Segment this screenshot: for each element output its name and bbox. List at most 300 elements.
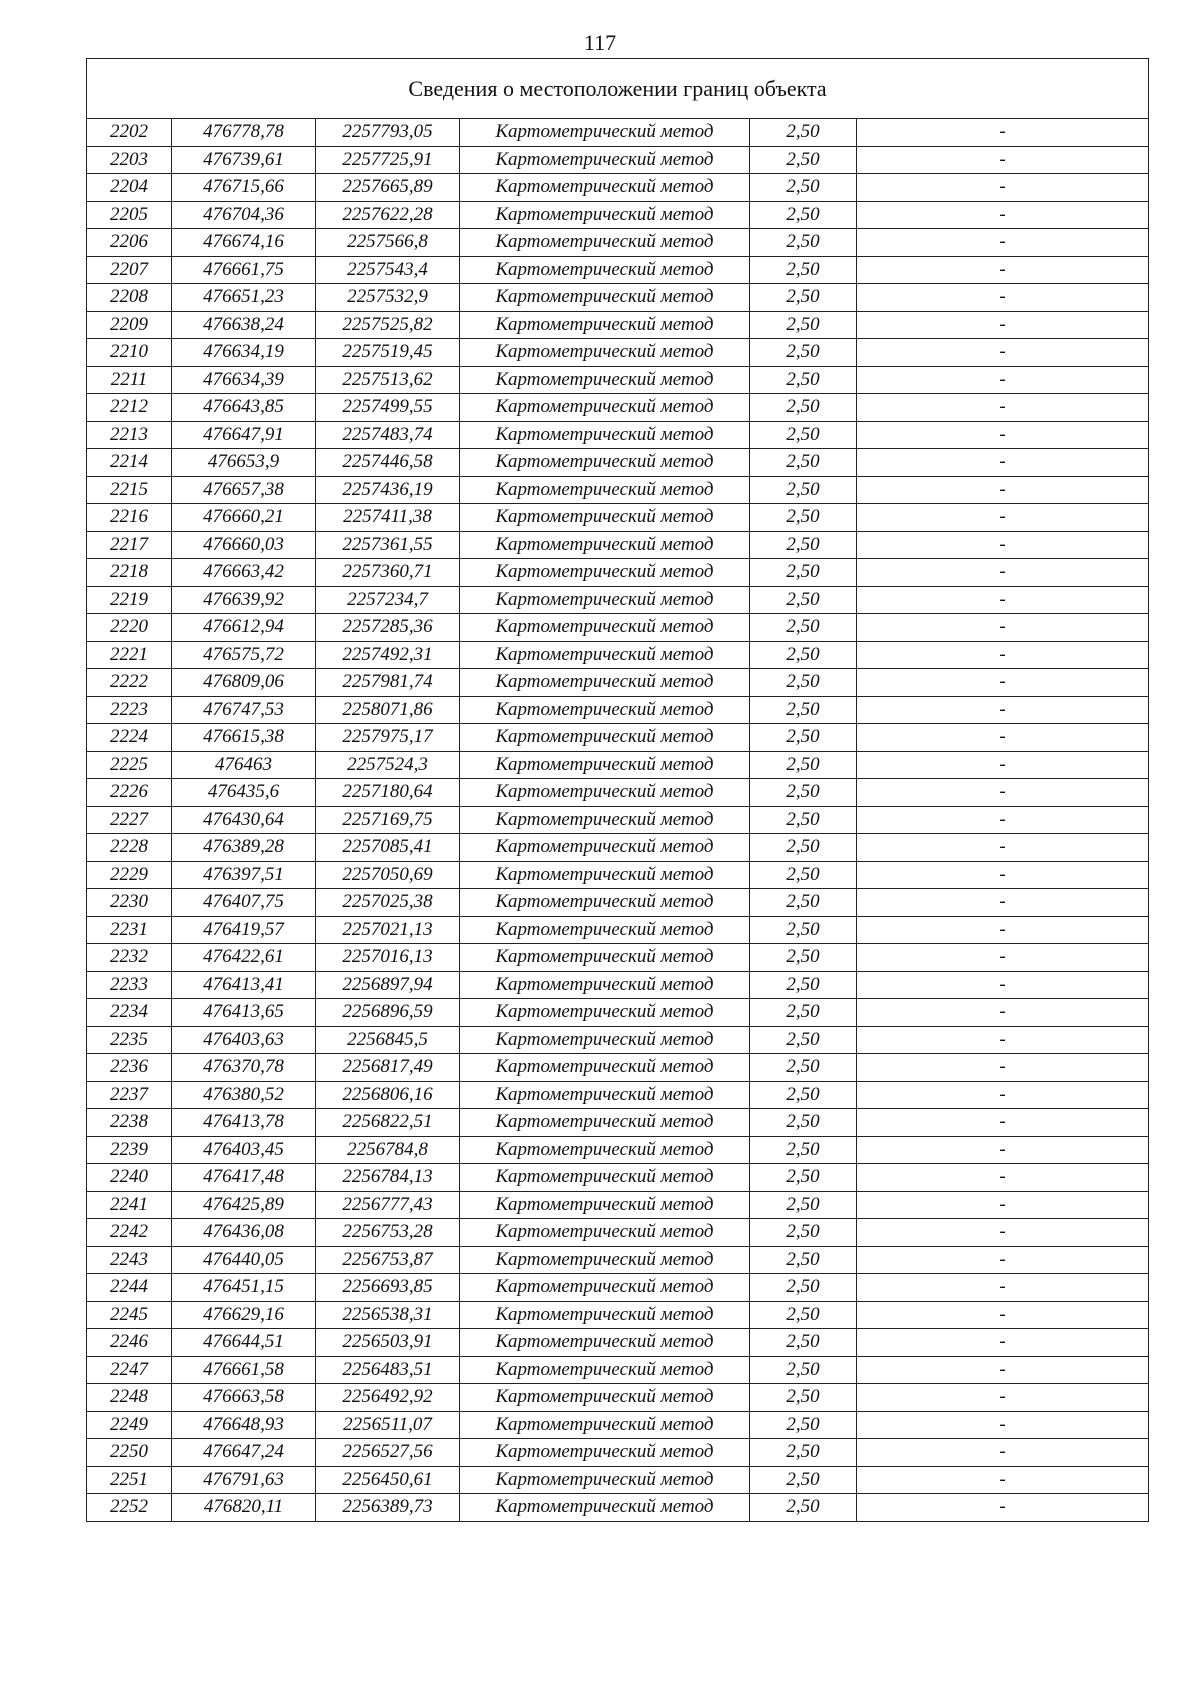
table-row — [87, 1384, 1149, 1412]
x-coordinate-cell: 476422,61 — [172, 944, 316, 972]
point-number-cell: 2242 — [87, 1219, 172, 1247]
x-coordinate-cell: 476413,65 — [172, 999, 316, 1027]
y-coordinate-cell: 2257513,62 — [316, 366, 460, 394]
method-cell: Картометрический метод — [460, 1274, 750, 1302]
x-coordinate-cell: 476651,23 — [172, 284, 316, 312]
method-cell: Картометрический метод — [460, 559, 750, 587]
method-cell: Картометрический метод — [460, 1219, 750, 1247]
point-number-cell: 2212 — [87, 394, 172, 422]
point-number-cell: 2219 — [87, 586, 172, 614]
method-cell: Картометрический метод — [460, 1026, 750, 1054]
description-cell: - — [857, 861, 1149, 889]
description-cell: - — [857, 1026, 1149, 1054]
table-row — [87, 366, 1149, 394]
method-cell: Картометрический метод — [460, 586, 750, 614]
accuracy-cell: 2,50 — [750, 119, 857, 147]
y-coordinate-cell: 2257725,91 — [316, 146, 460, 174]
point-number-cell: 2232 — [87, 944, 172, 972]
accuracy-cell: 2,50 — [750, 229, 857, 257]
method-cell: Картометрический метод — [460, 1439, 750, 1467]
method-cell: Картометрический метод — [460, 174, 750, 202]
x-coordinate-cell: 476747,53 — [172, 696, 316, 724]
x-coordinate-cell: 476403,63 — [172, 1026, 316, 1054]
x-coordinate-cell: 476663,58 — [172, 1384, 316, 1412]
point-number-cell: 2246 — [87, 1329, 172, 1357]
method-cell: Картометрический метод — [460, 669, 750, 697]
y-coordinate-cell: 2257436,19 — [316, 476, 460, 504]
accuracy-cell: 2,50 — [750, 1081, 857, 1109]
point-number-cell: 2224 — [87, 724, 172, 752]
accuracy-cell: 2,50 — [750, 916, 857, 944]
table-row — [87, 641, 1149, 669]
description-cell: - — [857, 531, 1149, 559]
table-row — [87, 1466, 1149, 1494]
accuracy-cell: 2,50 — [750, 1109, 857, 1137]
point-number-cell: 2227 — [87, 806, 172, 834]
accuracy-cell: 2,50 — [750, 449, 857, 477]
point-number-cell: 2211 — [87, 366, 172, 394]
y-coordinate-cell: 2257025,38 — [316, 889, 460, 917]
method-cell: Картометрический метод — [460, 971, 750, 999]
accuracy-cell: 2,50 — [750, 311, 857, 339]
method-cell: Картометрический метод — [460, 1164, 750, 1192]
y-coordinate-cell: 2257532,9 — [316, 284, 460, 312]
x-coordinate-cell: 476419,57 — [172, 916, 316, 944]
method-cell: Картометрический метод — [460, 476, 750, 504]
method-cell: Картометрический метод — [460, 284, 750, 312]
y-coordinate-cell: 2256822,51 — [316, 1109, 460, 1137]
point-number-cell: 2234 — [87, 999, 172, 1027]
point-number-cell: 2231 — [87, 916, 172, 944]
method-cell: Картометрический метод — [460, 256, 750, 284]
y-coordinate-cell: 2256784,8 — [316, 1136, 460, 1164]
point-number-cell: 2209 — [87, 311, 172, 339]
y-coordinate-cell: 2257519,45 — [316, 339, 460, 367]
accuracy-cell: 2,50 — [750, 724, 857, 752]
point-number-cell: 2244 — [87, 1274, 172, 1302]
y-coordinate-cell: 2256806,16 — [316, 1081, 460, 1109]
description-cell: - — [857, 889, 1149, 917]
x-coordinate-cell: 476435,6 — [172, 779, 316, 807]
table-row — [87, 779, 1149, 807]
table-row — [87, 1301, 1149, 1329]
method-cell: Картометрический метод — [460, 1411, 750, 1439]
description-cell: - — [857, 394, 1149, 422]
method-cell: Картометрический метод — [460, 641, 750, 669]
table-title: Сведения о местоположении границ объекта — [87, 59, 1149, 119]
description-cell: - — [857, 174, 1149, 202]
description-cell: - — [857, 1191, 1149, 1219]
x-coordinate-cell: 476674,16 — [172, 229, 316, 257]
y-coordinate-cell: 2257234,7 — [316, 586, 460, 614]
point-number-cell: 2250 — [87, 1439, 172, 1467]
description-cell: - — [857, 1439, 1149, 1467]
x-coordinate-cell: 476739,61 — [172, 146, 316, 174]
method-cell: Картометрический метод — [460, 311, 750, 339]
description-cell: - — [857, 916, 1149, 944]
method-cell: Картометрический метод — [460, 1191, 750, 1219]
x-coordinate-cell: 476413,78 — [172, 1109, 316, 1137]
y-coordinate-cell: 2256693,85 — [316, 1274, 460, 1302]
x-coordinate-cell: 476389,28 — [172, 834, 316, 862]
description-cell: - — [857, 256, 1149, 284]
table-row — [87, 834, 1149, 862]
point-number-cell: 2249 — [87, 1411, 172, 1439]
y-coordinate-cell: 2257446,58 — [316, 449, 460, 477]
description-cell: - — [857, 751, 1149, 779]
x-coordinate-cell: 476612,94 — [172, 614, 316, 642]
table-row — [87, 311, 1149, 339]
point-number-cell: 2252 — [87, 1494, 172, 1522]
y-coordinate-cell: 2256492,92 — [316, 1384, 460, 1412]
y-coordinate-cell: 2256897,94 — [316, 971, 460, 999]
point-number-cell: 2223 — [87, 696, 172, 724]
table-row — [87, 119, 1149, 147]
point-number-cell: 2210 — [87, 339, 172, 367]
table-row — [87, 1054, 1149, 1082]
method-cell: Картометрический метод — [460, 889, 750, 917]
method-cell: Картометрический метод — [460, 449, 750, 477]
description-cell: - — [857, 1329, 1149, 1357]
description-cell: - — [857, 614, 1149, 642]
description-cell: - — [857, 1136, 1149, 1164]
x-coordinate-cell: 476661,75 — [172, 256, 316, 284]
x-coordinate-cell: 476647,91 — [172, 421, 316, 449]
table-row — [87, 201, 1149, 229]
table-row — [87, 916, 1149, 944]
table-row — [87, 146, 1149, 174]
description-cell: - — [857, 806, 1149, 834]
table-row — [87, 421, 1149, 449]
description-cell: - — [857, 724, 1149, 752]
method-cell: Картометрический метод — [460, 1384, 750, 1412]
table-row — [87, 1274, 1149, 1302]
description-cell: - — [857, 366, 1149, 394]
point-number-cell: 2208 — [87, 284, 172, 312]
point-number-cell: 2230 — [87, 889, 172, 917]
table-row — [87, 1356, 1149, 1384]
description-cell: - — [857, 669, 1149, 697]
description-cell: - — [857, 284, 1149, 312]
accuracy-cell: 2,50 — [750, 174, 857, 202]
y-coordinate-cell: 2257525,82 — [316, 311, 460, 339]
x-coordinate-cell: 476397,51 — [172, 861, 316, 889]
x-coordinate-cell: 476657,38 — [172, 476, 316, 504]
method-cell: Картометрический метод — [460, 751, 750, 779]
accuracy-cell: 2,50 — [750, 146, 857, 174]
y-coordinate-cell: 2256389,73 — [316, 1494, 460, 1522]
x-coordinate-cell: 476575,72 — [172, 641, 316, 669]
method-cell: Картометрический метод — [460, 779, 750, 807]
point-number-cell: 2235 — [87, 1026, 172, 1054]
point-number-cell: 2206 — [87, 229, 172, 257]
description-cell: - — [857, 971, 1149, 999]
page-number: 117 — [583, 30, 617, 55]
accuracy-cell: 2,50 — [750, 641, 857, 669]
description-cell: - — [857, 696, 1149, 724]
point-number-cell: 2226 — [87, 779, 172, 807]
table-body — [87, 119, 1149, 1522]
point-number-cell: 2216 — [87, 504, 172, 532]
description-cell: - — [857, 449, 1149, 477]
description-cell: - — [857, 229, 1149, 257]
table-row — [87, 449, 1149, 477]
description-cell: - — [857, 504, 1149, 532]
accuracy-cell: 2,50 — [750, 1384, 857, 1412]
x-coordinate-cell: 476407,75 — [172, 889, 316, 917]
method-cell: Картометрический метод — [460, 1466, 750, 1494]
accuracy-cell: 2,50 — [750, 1439, 857, 1467]
table-row — [87, 1329, 1149, 1357]
table-row — [87, 614, 1149, 642]
accuracy-cell: 2,50 — [750, 1356, 857, 1384]
x-coordinate-cell: 476638,24 — [172, 311, 316, 339]
x-coordinate-cell: 476417,48 — [172, 1164, 316, 1192]
y-coordinate-cell: 2256845,5 — [316, 1026, 460, 1054]
y-coordinate-cell: 2257665,89 — [316, 174, 460, 202]
table-title-row — [87, 59, 1149, 119]
accuracy-cell: 2,50 — [750, 559, 857, 587]
point-number-cell: 2238 — [87, 1109, 172, 1137]
accuracy-cell: 2,50 — [750, 476, 857, 504]
table-row — [87, 1411, 1149, 1439]
method-cell: Картометрический метод — [460, 421, 750, 449]
point-number-cell: 2248 — [87, 1384, 172, 1412]
table-row — [87, 229, 1149, 257]
description-cell: - — [857, 311, 1149, 339]
method-cell: Картометрический метод — [460, 696, 750, 724]
y-coordinate-cell: 2256753,28 — [316, 1219, 460, 1247]
point-number-cell: 2213 — [87, 421, 172, 449]
table-row — [87, 669, 1149, 697]
x-coordinate-cell: 476629,16 — [172, 1301, 316, 1329]
accuracy-cell: 2,50 — [750, 504, 857, 532]
accuracy-cell: 2,50 — [750, 1136, 857, 1164]
table-row — [87, 531, 1149, 559]
description-cell: - — [857, 421, 1149, 449]
point-number-cell: 2204 — [87, 174, 172, 202]
description-cell: - — [857, 339, 1149, 367]
table-row — [87, 586, 1149, 614]
description-cell: - — [857, 586, 1149, 614]
x-coordinate-cell: 476715,66 — [172, 174, 316, 202]
table-row — [87, 1109, 1149, 1137]
table-row — [87, 971, 1149, 999]
y-coordinate-cell: 2257499,55 — [316, 394, 460, 422]
x-coordinate-cell: 476425,89 — [172, 1191, 316, 1219]
table-row — [87, 999, 1149, 1027]
accuracy-cell: 2,50 — [750, 1274, 857, 1302]
x-coordinate-cell: 476634,39 — [172, 366, 316, 394]
accuracy-cell: 2,50 — [750, 1329, 857, 1357]
table-row — [87, 861, 1149, 889]
point-number-cell: 2202 — [87, 119, 172, 147]
table-row — [87, 256, 1149, 284]
point-number-cell: 2236 — [87, 1054, 172, 1082]
y-coordinate-cell: 2257021,13 — [316, 916, 460, 944]
method-cell: Картометрический метод — [460, 1494, 750, 1522]
description-cell: - — [857, 779, 1149, 807]
point-number-cell: 2243 — [87, 1246, 172, 1274]
y-coordinate-cell: 2257169,75 — [316, 806, 460, 834]
method-cell: Картометрический метод — [460, 724, 750, 752]
accuracy-cell: 2,50 — [750, 531, 857, 559]
description-cell: - — [857, 119, 1149, 147]
description-cell: - — [857, 1356, 1149, 1384]
method-cell: Картометрический метод — [460, 944, 750, 972]
accuracy-cell: 2,50 — [750, 1026, 857, 1054]
table-row — [87, 1164, 1149, 1192]
x-coordinate-cell: 476644,51 — [172, 1329, 316, 1357]
y-coordinate-cell: 2256450,61 — [316, 1466, 460, 1494]
method-cell: Картометрический метод — [460, 834, 750, 862]
x-coordinate-cell: 476380,52 — [172, 1081, 316, 1109]
accuracy-cell: 2,50 — [750, 614, 857, 642]
table-row — [87, 476, 1149, 504]
point-number-cell: 2247 — [87, 1356, 172, 1384]
y-coordinate-cell: 2256483,51 — [316, 1356, 460, 1384]
x-coordinate-cell: 476704,36 — [172, 201, 316, 229]
accuracy-cell: 2,50 — [750, 394, 857, 422]
accuracy-cell: 2,50 — [750, 944, 857, 972]
accuracy-cell: 2,50 — [750, 339, 857, 367]
method-cell: Картометрический метод — [460, 531, 750, 559]
point-number-cell: 2251 — [87, 1466, 172, 1494]
description-cell: - — [857, 999, 1149, 1027]
accuracy-cell: 2,50 — [750, 586, 857, 614]
y-coordinate-cell: 2257524,3 — [316, 751, 460, 779]
accuracy-cell: 2,50 — [750, 696, 857, 724]
description-cell: - — [857, 641, 1149, 669]
point-number-cell: 2245 — [87, 1301, 172, 1329]
x-coordinate-cell: 476660,21 — [172, 504, 316, 532]
y-coordinate-cell: 2256784,13 — [316, 1164, 460, 1192]
x-coordinate-cell: 476647,24 — [172, 1439, 316, 1467]
table-row — [87, 339, 1149, 367]
method-cell: Картометрический метод — [460, 1301, 750, 1329]
method-cell: Картометрический метод — [460, 999, 750, 1027]
point-number-cell: 2207 — [87, 256, 172, 284]
point-number-cell: 2203 — [87, 146, 172, 174]
method-cell: Картометрический метод — [460, 119, 750, 147]
accuracy-cell: 2,50 — [750, 861, 857, 889]
table-row — [87, 724, 1149, 752]
description-cell: - — [857, 146, 1149, 174]
accuracy-cell: 2,50 — [750, 1164, 857, 1192]
x-coordinate-cell: 476436,08 — [172, 1219, 316, 1247]
table-row — [87, 1136, 1149, 1164]
y-coordinate-cell: 2257361,55 — [316, 531, 460, 559]
point-number-cell: 2228 — [87, 834, 172, 862]
table-row — [87, 696, 1149, 724]
method-cell: Картометрический метод — [460, 806, 750, 834]
point-number-cell: 2241 — [87, 1191, 172, 1219]
point-number-cell: 2233 — [87, 971, 172, 999]
method-cell: Картометрический метод — [460, 1246, 750, 1274]
description-cell: - — [857, 476, 1149, 504]
point-number-cell: 2239 — [87, 1136, 172, 1164]
table-row — [87, 1081, 1149, 1109]
accuracy-cell: 2,50 — [750, 751, 857, 779]
y-coordinate-cell: 2257085,41 — [316, 834, 460, 862]
table-row — [87, 1246, 1149, 1274]
y-coordinate-cell: 2257180,64 — [316, 779, 460, 807]
description-cell: - — [857, 1466, 1149, 1494]
method-cell: Картометрический метод — [460, 1054, 750, 1082]
table-row — [87, 889, 1149, 917]
accuracy-cell: 2,50 — [750, 779, 857, 807]
y-coordinate-cell: 2258071,86 — [316, 696, 460, 724]
y-coordinate-cell: 2257411,38 — [316, 504, 460, 532]
method-cell: Картометрический метод — [460, 1081, 750, 1109]
point-number-cell: 2237 — [87, 1081, 172, 1109]
description-cell: - — [857, 1054, 1149, 1082]
description-cell: - — [857, 1164, 1149, 1192]
method-cell: Картометрический метод — [460, 861, 750, 889]
accuracy-cell: 2,50 — [750, 669, 857, 697]
y-coordinate-cell: 2257285,36 — [316, 614, 460, 642]
y-coordinate-cell: 2256753,87 — [316, 1246, 460, 1274]
x-coordinate-cell: 476778,78 — [172, 119, 316, 147]
accuracy-cell: 2,50 — [750, 1494, 857, 1522]
x-coordinate-cell: 476648,93 — [172, 1411, 316, 1439]
description-cell: - — [857, 1109, 1149, 1137]
x-coordinate-cell: 476615,38 — [172, 724, 316, 752]
y-coordinate-cell: 2256777,43 — [316, 1191, 460, 1219]
description-cell: - — [857, 1301, 1149, 1329]
point-number-cell: 2205 — [87, 201, 172, 229]
x-coordinate-cell: 476791,63 — [172, 1466, 316, 1494]
point-number-cell: 2218 — [87, 559, 172, 587]
point-number-cell: 2214 — [87, 449, 172, 477]
y-coordinate-cell: 2256817,49 — [316, 1054, 460, 1082]
accuracy-cell: 2,50 — [750, 1466, 857, 1494]
accuracy-cell: 2,50 — [750, 1191, 857, 1219]
description-cell: - — [857, 834, 1149, 862]
point-number-cell: 2229 — [87, 861, 172, 889]
x-coordinate-cell: 476430,64 — [172, 806, 316, 834]
description-cell: - — [857, 201, 1149, 229]
x-coordinate-cell: 476663,42 — [172, 559, 316, 587]
point-number-cell: 2221 — [87, 641, 172, 669]
description-cell: - — [857, 559, 1149, 587]
table-row — [87, 1219, 1149, 1247]
table-row — [87, 284, 1149, 312]
accuracy-cell: 2,50 — [750, 1054, 857, 1082]
accuracy-cell: 2,50 — [750, 999, 857, 1027]
table-row — [87, 1439, 1149, 1467]
table-row — [87, 1026, 1149, 1054]
method-cell: Картометрический метод — [460, 339, 750, 367]
point-number-cell: 2220 — [87, 614, 172, 642]
accuracy-cell: 2,50 — [750, 284, 857, 312]
x-coordinate-cell: 476643,85 — [172, 394, 316, 422]
accuracy-cell: 2,50 — [750, 366, 857, 394]
x-coordinate-cell: 476440,05 — [172, 1246, 316, 1274]
point-number-cell: 2222 — [87, 669, 172, 697]
method-cell: Картометрический метод — [460, 916, 750, 944]
description-cell: - — [857, 944, 1149, 972]
y-coordinate-cell: 2256503,91 — [316, 1329, 460, 1357]
table-row — [87, 944, 1149, 972]
table-row — [87, 394, 1149, 422]
accuracy-cell: 2,50 — [750, 256, 857, 284]
x-coordinate-cell: 476403,45 — [172, 1136, 316, 1164]
method-cell: Картометрический метод — [460, 614, 750, 642]
x-coordinate-cell: 476661,58 — [172, 1356, 316, 1384]
point-number-cell: 2217 — [87, 531, 172, 559]
point-number-cell: 2215 — [87, 476, 172, 504]
